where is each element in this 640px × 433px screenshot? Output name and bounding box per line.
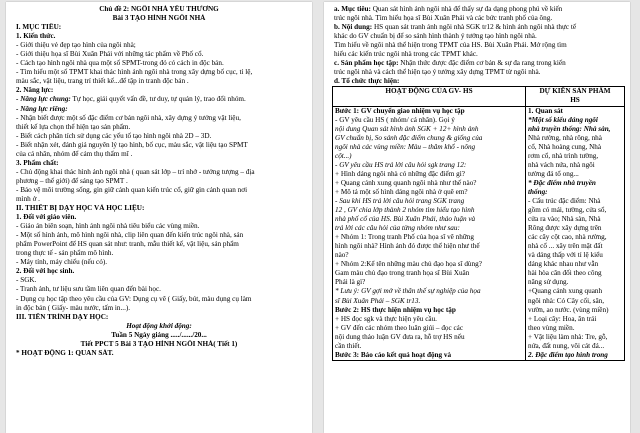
text-line: Tiết PPCT 5 Bài 3 TẠO HÌNH NGÔI NHÀ( Tiết 1) (80, 339, 238, 348)
activity-line: + Nhóm 2:Kể tên những màu chủ đạo họa sĩ dùng? (335, 260, 482, 269)
text-line: trong thực tế - sản phẩm mô hình. (16, 249, 114, 258)
product-line: nứa, đất nung, vôi cát đá... (528, 341, 605, 350)
product-line: nhà vách nứa, nhà ngôi (528, 160, 595, 169)
product-line: cổ, Nhà hoàng cung, Nhà (528, 142, 602, 151)
left-page-content (6, 2, 312, 358)
activity-line: nội dung Quan sát hình ảnh SGK + 12+ hình ảnh (335, 124, 479, 133)
activity-line: + Quang cảnh xung quanh ngôi nhà như thế nào? (335, 178, 477, 187)
product-line: * Đặc điểm nhà truyền (528, 178, 596, 187)
header-text: HOẠT ĐỘNG CỦA GV- HS (385, 87, 473, 96)
text-line: - SGK. (16, 276, 37, 285)
text-line: của cá nhân, nhóm để cảm thụ thẩm mĩ . (16, 149, 133, 158)
text-line: - Chủ động khai thác hình ảnh ngôi nhà ( quan sát lớp – trí nhớ - tưởng tượng – địa (16, 167, 255, 176)
text-line: - Giới thiệu họa sĩ Bùi Xuân Phái với những tác phẩm về Phố cổ. (16, 50, 204, 59)
header-teacher-student-activity (333, 87, 526, 106)
activity-line: + HS đọc sgk và thực hiện yêu cầu. (335, 314, 437, 323)
activity-line: Bước 3: Báo cáo kết quả hoạt động và (335, 350, 452, 359)
text-line: III. TIẾN TRÌNH DẠY HỌC: (16, 312, 109, 321)
product-line: rơm cổ, nhà trình tường, (528, 151, 599, 160)
text-line: 3. Phẩm chất: (16, 158, 59, 167)
text-line: Tuần 5 Ngày giảng ...../....../20... (111, 330, 207, 339)
text-line: Chủ đề 2: NGÔI NHÀ YÊU THƯƠNG (99, 5, 219, 13)
text-line: 2. Đối với học sinh. (16, 267, 75, 276)
activity-column (333, 106, 526, 360)
text-line: - Giới thiệu vẻ đẹp tạo hình của ngôi nhà; (16, 41, 136, 50)
activity-line: * Lưu ý: GV gợi mở về thân thế sự nghiệp của họa (335, 287, 481, 296)
text-line: - Tranh ảnh, tư liệu sưu tầm liên quan đến bài học. (16, 285, 161, 294)
product-line: Rông được xây dựng trên (528, 224, 602, 233)
activity-line: + Mô tả một số hình dáng ngôi nhà ở quê em? (335, 187, 468, 196)
intro-text: hiểu các kiến trúc ngôi nhà trong các TPMT khác. (334, 50, 478, 59)
product-line: nhà cổ ... xây trên mặt đất (528, 242, 603, 251)
intro-line (334, 14, 620, 23)
header-expected-products (526, 87, 625, 106)
intro-text: trúc ngôi nhà và cách thể hiện tạo ý tưởng xây dựng TPMT từ ngôi nhà. (334, 68, 541, 77)
product-line: dáng khác nhau như vẫn (528, 260, 599, 269)
right-page-intro (334, 5, 620, 86)
text-line: - Bảo vệ môi trường sống, gìn giữ cảnh quan kiến trúc cổ, giữ gìn cảnh quan nơi (16, 185, 248, 194)
intro-line (334, 41, 620, 50)
text-line: màu sắc, vật liệu, trang trí thiết kế...để tập in tranh độc bản . (16, 77, 189, 86)
activity-line: - Sau khi HS trả lời câu hỏi trang SGK trang (335, 196, 465, 205)
activity-line: Gam màu chủ đạo trong tranh họa sĩ Bùi Xuân (335, 269, 470, 278)
activity-line: Bước 2: HS thực hiện nhiệm vụ học tập (335, 305, 456, 314)
text-line: 1. Kiến thức. (16, 32, 56, 41)
product-line: thống: (528, 187, 548, 196)
intro-heading: c. Sản phẩm học tập: (334, 59, 399, 68)
product-line: *Một số kiểu dáng ngôi (528, 115, 598, 124)
text-line: 1. Đối với giáo viên. (16, 213, 77, 222)
activity-line: cần thiết. (335, 341, 362, 350)
activity-line: + GV đến các nhóm theo luân giúi – đọc các (335, 323, 464, 332)
lesson-plan-table (332, 86, 625, 360)
text-line: Hoạt động khởi động: (126, 321, 192, 330)
text-line: 2. Năng lực: (16, 86, 54, 95)
product-line: theo vùng miền. (528, 323, 575, 332)
intro-line (334, 5, 620, 14)
product-line: + Loại cây: Hoa, ăn trái (528, 314, 597, 323)
text-line: thiết kế lựa chọn thể hiện tạo sản phẩm. (16, 122, 131, 131)
text-line: mình ở . (16, 194, 40, 203)
intro-text: Quan sát hình ảnh ngôi nhà để thấy sự đa dạng phong phú về kiến (370, 5, 563, 13)
product-line: +Quang cảnh xung quanh (528, 287, 603, 296)
product-line: 2. Đặc điểm tạo hình trong (528, 350, 608, 359)
text-line: phẩm PowerPoint để HS quan sát như: tranh, mẫu thiết kế, vật liệu, sản phẩm (16, 240, 239, 249)
activity-line: nội dung thảo luận GV đưa ra, hỗ trợ HS nếu (335, 332, 465, 341)
text-line: phương – thế giới) để sáng tạo SPMT . (16, 176, 128, 185)
line-rest: Tự học, giải quyết vấn đề, tư duy, tự quản lý, trao đổi nhóm. (70, 95, 246, 104)
intro-line (334, 50, 620, 59)
intro-line (334, 68, 620, 77)
left-document-page (6, 2, 312, 433)
product-line: gồm có mái, tường, cửa sổ, (528, 206, 607, 215)
header-text: HS (570, 96, 580, 105)
header-text: DỰ KIẾN SẢN PHẨM (539, 87, 611, 96)
intro-line (334, 59, 620, 68)
intro-line (334, 32, 620, 41)
intro-heading: b. Nội dung: (334, 23, 373, 32)
intro-heading: a. Mục tiêu: (334, 5, 371, 13)
text-line: - Nhận biết được một số đặc điểm cơ bản ngôi nhà, xây dựng ý tưởng vật liệu, (16, 113, 241, 122)
text-line: II. THIẾT BỊ DẠY HỌC VÀ HỌC LIỆU: (16, 204, 145, 213)
table-row (333, 106, 625, 360)
text-line: Bài 3 TẠO HÌNH NGÔI NHÀ (112, 14, 206, 23)
text-line: - Biết cách phân tích sử dụng các yếu tố tạo hình ngôi nhà 2D – 3D. (16, 131, 212, 140)
product-line: vườn, ao nước. (vùng miền) (528, 305, 609, 314)
text-line: - Máy tính, máy chiếu (nếu có). (16, 258, 108, 267)
activity-line: trả lời các câu hỏi của từng nhóm như sau: (335, 224, 460, 233)
table-header-row (333, 87, 625, 106)
activity-line: GV chuẩn bị, So sánh đặc điểm chung & giống của (335, 133, 483, 142)
product-line: 1. Quan sát (528, 106, 563, 115)
product-line: năng sử dụng. (528, 278, 569, 287)
activity-line: nào? (335, 251, 349, 260)
text-line: in độc bản ( Giấy- màu nước, tấm in...). (16, 303, 131, 312)
intro-heading: d. Tổ chức thực hiện: (334, 77, 400, 86)
text-line: - Cách tạo hình ngôi nhà qua một số SPMT-trong đó có cách in độc bản. (16, 59, 224, 68)
text-line: - Biết nhận xét, đánh giá nguyên lý tạo hình, bố cục, màu sắc, vật liệu tạo SPMT (16, 140, 248, 149)
product-column (526, 106, 625, 360)
product-line: các cây cột cao, nhà rường, (528, 233, 607, 242)
product-line: cửa ra vào; Nhà sàn, Nhà (528, 215, 601, 224)
product-line: hài hòa cân đối theo công (528, 269, 602, 278)
activity-line: 12 , GV chia lớp thành 2 nhóm tìm hiểu tạo hình (335, 206, 475, 215)
intro-text: Tìm hiểu về ngôi nhà thể hiện trong TPMT của HS. Bùi Xuân Phái. Mở rộng tìm (334, 41, 567, 50)
text-line: - Tìm hiểu một số TPMT khai thác hình ảnh ngôi nhà trong xây dựng bố cục, tỉ lệ, (16, 68, 253, 77)
product-line: nhà truyền thống: Nhà sàn, (528, 124, 611, 133)
activity-line: - GV yêu cầu HS ( nhóm/ cá nhân). Gọi ý (335, 115, 455, 124)
text-line: - Giáo án biên soạn, hình ảnh ngôi nhà tiêu biểu các vùng miền. (16, 222, 200, 231)
activity-line: Bước 1: GV chuyển giao nhiệm vụ học tập (335, 106, 465, 115)
intro-line (334, 23, 620, 32)
text-line (16, 95, 302, 104)
text-line: - Dụng cụ học tập theo yêu cầu của GV: Dụng cụ vẽ ( Giấy, bút, màu dụng cụ làm (16, 294, 252, 303)
activity-line: sĩ Bùi Xuân Phái – SGK tr13. (335, 296, 421, 305)
text-line: I. MỤC TIÊU: (16, 23, 62, 32)
activity-line: cột...) (335, 151, 352, 160)
intro-line (334, 77, 620, 86)
product-line: và dáng thấp với tỉ lệ kiểu (528, 251, 603, 260)
activity-line: + Nhóm 1: Trong tranh Phố của họa sĩ vẽ những (335, 233, 474, 242)
activity-line: Phái là gì? (335, 278, 366, 287)
activity-line: - GV yêu cầu HS trả lời câu hỏi sgk trang 12: (335, 160, 467, 169)
activity-line: + Hình dáng ngôi nhà có những đặc điểm gì? (335, 169, 465, 178)
activity-line: ngôi nhà các vùng miền: Màu – thâm khổ - nông (335, 142, 476, 151)
product-line: + Vật liệu làm nhà: Tre, gỗ, (528, 332, 608, 341)
right-document-page (324, 2, 630, 433)
product-line: - Cấu trúc đặc điểm: Nhà (528, 196, 601, 205)
activity-line: hình ngôi nhà? Hình ảnh đó được thể hiện như thế (335, 242, 480, 251)
intro-text: khác do GV chuẩn bị để so sánh hình thành ý tưởng tạo hình ngôi nhà. (334, 32, 537, 41)
product-line: ngôi nhà: Có Cây cối, sân, (528, 296, 605, 305)
text-line: - Năng lực riêng: (16, 104, 68, 113)
activity-line: nhà phố cổ của HS. Bùi Xuân Phái, thảo luận và (335, 215, 476, 224)
intro-text: trúc ngôi nhà. Tìm hiểu họa sĩ Bùi Xuân Phái và các bức tranh phố của ông. (334, 14, 553, 23)
text-line: * HOẠT ĐỘNG 1: QUAN SÁT. (16, 348, 114, 357)
product-line: tường đá tổ ong... (528, 169, 579, 178)
intro-text: Nhận thức được đặc điểm cơ bản & sự đa rang trong kiến (398, 59, 566, 68)
product-line: Nhà rường, nhà rông, nhà (528, 133, 602, 142)
line-lead: - Năng lực chung: (16, 95, 71, 104)
intro-text: HS quan sát tranh ảnh ngôi nhà SGK tr12 & hình ảnh ngôi nhà thực tế (372, 23, 577, 32)
text-line: - Một số hình ảnh, mô hình ngôi nhà, clip liên quan đến kiến trúc ngôi nhà, sản (16, 231, 244, 240)
